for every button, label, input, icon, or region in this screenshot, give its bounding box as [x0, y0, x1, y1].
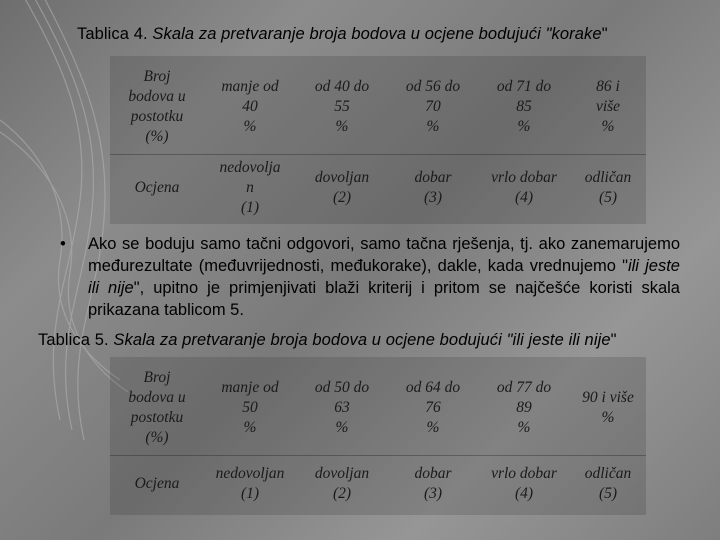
table-cell: 90 i više %	[582, 389, 634, 426]
table-row	[110, 156, 646, 220]
table-cell: dovoljan (2)	[314, 465, 370, 502]
table-cell: Ocjena	[134, 179, 180, 196]
table-cell: vrlo dobar (4)	[491, 169, 557, 206]
row-divider	[110, 154, 646, 155]
table-cell: 86 i više %	[595, 78, 621, 135]
table-row	[110, 62, 646, 152]
table-cell: od 64 do 76 %	[405, 379, 461, 436]
table-cell: vrlo dobar (4)	[491, 465, 557, 502]
table-5-caption: Tablica 5. Skala za pretvaranje broja bodova u ocjene bodujući "ili jeste ili nije"	[38, 331, 617, 349]
table-cell: dobar (3)	[414, 465, 452, 502]
table-5	[110, 357, 646, 515]
table-cell: manje od 50 %	[221, 379, 279, 436]
table-cell: odličan (5)	[584, 465, 632, 502]
table-cell: manje od 40 %	[221, 78, 279, 135]
bullet-icon: •	[60, 235, 66, 253]
table-cell: odličan (5)	[584, 169, 632, 206]
table-cell: nedovolja n (1)	[219, 159, 281, 216]
table-row	[110, 457, 646, 511]
table-cell: od 56 do 70 %	[405, 78, 461, 135]
table-cell: dobar (3)	[414, 169, 452, 206]
table-cell: od 40 do 55 %	[314, 78, 370, 135]
table-4-caption: Tablica 4. Skala za pretvaranje broja bodova u ocjene bodujući "korake"	[77, 25, 608, 43]
bullet-paragraph	[60, 233, 680, 321]
table-cell: nedovoljan (1)	[215, 465, 285, 502]
table-cell: Broj bodova u postotku (%)	[128, 369, 186, 446]
table-cell: Broj bodova u postotku (%)	[128, 68, 186, 145]
table-cell: od 77 do 89 %	[496, 379, 552, 436]
table-cell: od 71 do 85 %	[496, 78, 552, 135]
table-cell: Ocjena	[134, 475, 180, 492]
bullet-text: Ako se boduju samo tačni odgovori, samo tačna rješenja, tj. ako zanemarujemo međurezultate (međuvrijednosti, međukorake), dakle, kada vrednujemo "ili jeste ili nije", upitno je primjenjivati blaži kriterij i pritom se najčešće koristi skala prikazana tablicom 5.	[88, 235, 680, 319]
row-divider	[110, 455, 646, 456]
table-cell: od 50 do 63 %	[314, 379, 370, 436]
table-row	[110, 363, 646, 453]
table-4	[110, 56, 646, 224]
table-cell: dovoljan (2)	[314, 169, 370, 206]
